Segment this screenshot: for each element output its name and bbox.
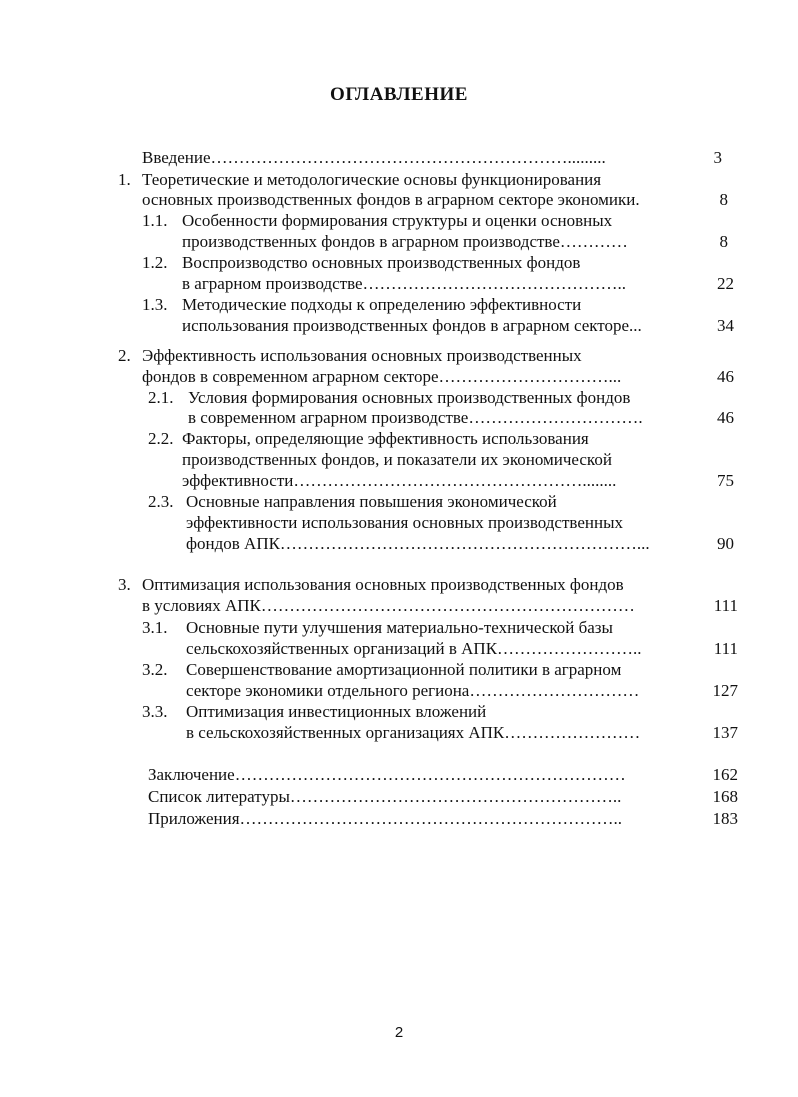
toc-page-number: 127 <box>712 681 738 700</box>
toc-entry-intro: Введение………………………………………………………......... <box>142 148 606 167</box>
section-title-line: Методические подходы к определению эффективности <box>182 295 582 314</box>
section-title-line: сельскохозяйственных организаций в АПК…………………….. <box>186 639 642 658</box>
page-title: ОГЛАВЛЕНИЕ <box>330 84 468 105</box>
toc-page-number: 168 <box>712 787 738 806</box>
section-title-line: производственных фондов, и показатели их экономической <box>182 450 612 469</box>
section-title-line: в аграрном производстве……………………………………….. <box>182 274 627 293</box>
section-number: 2.2. <box>148 429 174 448</box>
section-number: 1.1. <box>142 211 168 230</box>
section-title-line: секторе экономики отдельного региона………………………… <box>186 681 640 700</box>
chapter-number: 3. <box>118 575 131 594</box>
section-number: 1.2. <box>142 253 168 272</box>
section-title-line: Основные направления повышения экономической <box>186 492 557 511</box>
section-number: 3.3. <box>142 702 168 721</box>
section-title-line: Основные пути улучшения материально-технической базы <box>186 618 613 637</box>
section-number: 3.2. <box>142 660 168 679</box>
chapter-title-line: Теоретические и методологические основы функционирования <box>142 170 602 189</box>
chapter-title-line: Оптимизация использования основных производственных фондов <box>142 575 624 594</box>
section-title-line: Условия формирования основных производственных фондов <box>188 388 631 407</box>
toc-entry-conclusion: Заключение…………………………………………………………… <box>148 765 626 784</box>
toc-page-number: 8 <box>719 232 728 251</box>
section-title-line: Оптимизация инвестиционных вложений <box>186 702 487 721</box>
chapter-title-line: основных производственных фондов в аграрном секторе экономики. <box>142 190 640 209</box>
chapter-title-line: в условиях АПК………………………………………………………… <box>142 596 635 615</box>
page-number-footer: 2 <box>394 1024 404 1041</box>
toc-page-number: 46 <box>717 367 734 386</box>
toc-page-number: 111 <box>713 596 738 615</box>
section-title-line: производственных фондов в аграрном производстве………… <box>182 232 628 251</box>
toc-page-number: 137 <box>712 723 738 742</box>
chapter-number: 2. <box>118 346 131 365</box>
chapter-number: 1. <box>118 170 131 189</box>
section-number: 2.3. <box>148 492 174 511</box>
toc-page-number: 162 <box>712 765 738 784</box>
section-title-line: Факторы, определяющие эффективность использования <box>182 429 589 448</box>
section-number: 1.3. <box>142 295 168 314</box>
toc-page-number: 46 <box>717 408 734 427</box>
chapter-title-line: Эффективность использования основных производственных <box>142 346 582 365</box>
section-title-line: фондов АПК………………………………………………………... <box>186 534 650 553</box>
section-title-line: использования производственных фондов в аграрном секторе... <box>182 316 642 335</box>
section-number: 2.1. <box>148 388 174 407</box>
section-title-line: эффективности использования основных производственных <box>186 513 623 532</box>
toc-page-number: 111 <box>713 639 738 658</box>
toc-entry-appendix: Приложения………………………………………………………….. <box>148 809 623 828</box>
section-title-line: Воспроизводство основных производственных фондов <box>182 253 581 272</box>
section-number: 3.1. <box>142 618 168 637</box>
toc-page-number: 8 <box>719 190 728 209</box>
toc-page-number: 183 <box>712 809 738 828</box>
section-title-line: Совершенствование амортизационной политики в аграрном <box>186 660 622 679</box>
toc-page-number: 34 <box>717 316 734 335</box>
section-title-line: в современном аграрном производстве…………………………. <box>188 408 643 427</box>
toc-page-number: 22 <box>717 274 734 293</box>
toc-page-intro: 3 <box>713 148 722 167</box>
toc-entry-literature: Список литературы………………………………………………….. <box>148 787 622 806</box>
chapter-title-line: фондов в современном аграрном секторе…………………………... <box>142 367 622 386</box>
toc-page-number: 90 <box>717 534 734 553</box>
section-title-line: Особенности формирования структуры и оценки основных <box>182 211 613 230</box>
toc-page-number: 75 <box>717 471 734 490</box>
section-title-line: эффективности……………………………………………........ <box>182 471 617 490</box>
section-title-line: в сельскохозяйственных организациях АПК…………………… <box>186 723 641 742</box>
